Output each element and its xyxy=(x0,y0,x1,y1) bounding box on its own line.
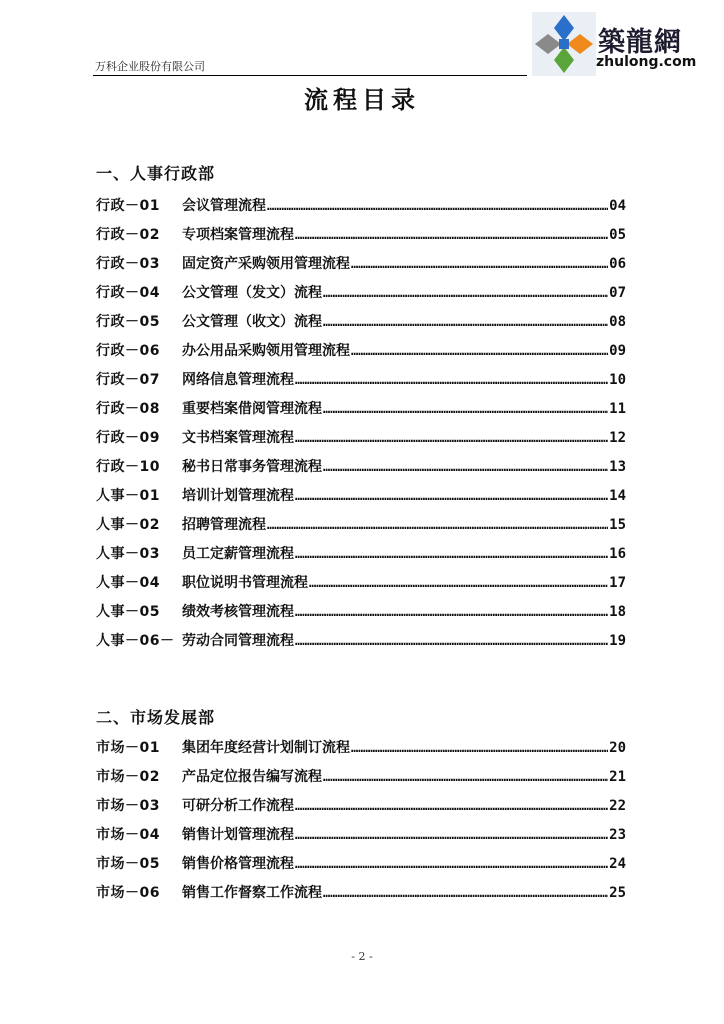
toc-entry[interactable] xyxy=(96,398,626,427)
page-number: - 2 - xyxy=(351,950,373,963)
toc-entry-code: 人事－05 xyxy=(96,604,160,620)
toc-leader-dots xyxy=(323,286,608,300)
toc-entry-title: 职位说明书管理流程 xyxy=(182,575,308,591)
toc-entry-page: 08 xyxy=(609,314,626,330)
toc-leader-dots xyxy=(295,799,608,813)
company-name: 万科企业股份有限公司 xyxy=(95,60,205,73)
toc-entry[interactable] xyxy=(96,795,626,824)
toc-entry-page: 19 xyxy=(609,633,626,649)
toc-entry[interactable] xyxy=(96,485,626,514)
section-heading-market: 二、市场发展部 xyxy=(96,708,216,727)
toc-entry[interactable] xyxy=(96,369,626,398)
toc-leader-dots xyxy=(351,741,608,755)
toc-leader-dots xyxy=(323,770,608,784)
toc-entry-page: 18 xyxy=(609,604,626,620)
toc-leader-dots xyxy=(309,576,608,590)
toc-entry-code: 市场－01 xyxy=(96,740,160,756)
toc-entry-code: 行政－03 xyxy=(96,256,160,272)
toc-entry-page: 12 xyxy=(609,430,626,446)
toc-entry-title: 销售工作督察工作流程 xyxy=(182,885,322,901)
toc-entry-code: 人事－03 xyxy=(96,546,160,562)
toc-leader-dots xyxy=(295,228,608,242)
page-title: 流程目录 xyxy=(304,85,420,114)
toc-leader-dots xyxy=(295,431,608,445)
toc-entry[interactable] xyxy=(96,311,626,340)
toc-entry-title: 集团年度经营计划制订流程 xyxy=(182,740,350,756)
toc-entry-title: 劳动合同管理流程 xyxy=(182,633,294,649)
toc-entry[interactable] xyxy=(96,340,626,369)
toc-entry-code: 行政－06 xyxy=(96,343,160,359)
toc-entry-page: 05 xyxy=(609,227,626,243)
logo-title: 築龍網 xyxy=(598,27,682,58)
toc-entry-title: 招聘管理流程 xyxy=(182,517,266,533)
toc-entry-title: 会议管理流程 xyxy=(182,198,266,214)
toc-entry-code: 行政－09 xyxy=(96,430,160,446)
toc-entry-page: 13 xyxy=(609,459,626,475)
zhulong-logo xyxy=(532,12,722,76)
toc-entry[interactable] xyxy=(96,253,626,282)
toc-leader-dots xyxy=(295,634,608,648)
toc-entry-title: 产品定位报告编写流程 xyxy=(182,769,322,785)
toc-entry-code: 行政－05 xyxy=(96,314,160,330)
toc-entry-page: 23 xyxy=(609,827,626,843)
toc-leader-dots xyxy=(323,460,608,474)
toc-entry[interactable] xyxy=(96,824,626,853)
toc-entry-code: 行政－08 xyxy=(96,401,160,417)
toc-entry-title: 员工定薪管理流程 xyxy=(182,546,294,562)
toc-entry-title: 绩效考核管理流程 xyxy=(182,604,294,620)
toc-entry-code: 行政－01 xyxy=(96,198,160,214)
toc-list-hr-admin xyxy=(96,195,626,659)
toc-entry[interactable] xyxy=(96,572,626,601)
toc-entry-code: 人事－06－ xyxy=(96,633,175,649)
toc-leader-dots xyxy=(295,857,608,871)
toc-entry[interactable] xyxy=(96,427,626,456)
toc-leader-dots xyxy=(295,605,608,619)
toc-entry-title: 公文管理（发文）流程 xyxy=(182,285,322,301)
toc-entry-code: 人事－01 xyxy=(96,488,160,504)
toc-entry[interactable] xyxy=(96,456,626,485)
toc-leader-dots xyxy=(295,547,608,561)
toc-entry-page: 04 xyxy=(609,198,626,214)
toc-entry-code: 人事－02 xyxy=(96,517,160,533)
toc-entry-page: 17 xyxy=(609,575,626,591)
toc-leader-dots xyxy=(267,199,608,213)
toc-entry-title: 秘书日常事务管理流程 xyxy=(182,459,322,475)
toc-leader-dots xyxy=(351,257,608,271)
toc-entry-title: 销售价格管理流程 xyxy=(182,856,294,872)
toc-entry-page: 21 xyxy=(609,769,626,785)
toc-entry[interactable] xyxy=(96,882,626,911)
toc-leader-dots xyxy=(323,315,608,329)
toc-entry-code: 市场－02 xyxy=(96,769,160,785)
toc-list-market xyxy=(96,737,626,911)
toc-entry-title: 办公用品采购领用管理流程 xyxy=(182,343,350,359)
toc-leader-dots xyxy=(295,828,608,842)
toc-entry-page: 09 xyxy=(609,343,626,359)
toc-entry[interactable] xyxy=(96,543,626,572)
toc-entry-code: 行政－02 xyxy=(96,227,160,243)
toc-entry-title: 培训计划管理流程 xyxy=(182,488,294,504)
toc-entry[interactable] xyxy=(96,514,626,543)
toc-entry-code: 行政－04 xyxy=(96,285,160,301)
toc-entry-code: 行政－07 xyxy=(96,372,160,388)
toc-entry[interactable] xyxy=(96,737,626,766)
toc-entry-page: 14 xyxy=(609,488,626,504)
toc-entry-title: 销售计划管理流程 xyxy=(182,827,294,843)
toc-entry-title: 固定资产采购领用管理流程 xyxy=(182,256,350,272)
toc-entry[interactable] xyxy=(96,282,626,311)
toc-entry-page: 11 xyxy=(609,401,626,417)
toc-entry[interactable] xyxy=(96,630,626,659)
zhulong-logo-icon xyxy=(532,12,596,76)
toc-entry[interactable] xyxy=(96,766,626,795)
toc-leader-dots xyxy=(267,518,608,532)
toc-entry-code: 人事－04 xyxy=(96,575,160,591)
toc-entry-title: 专项档案管理流程 xyxy=(182,227,294,243)
toc-leader-dots xyxy=(351,344,608,358)
toc-entry-page: 15 xyxy=(609,517,626,533)
toc-leader-dots xyxy=(323,402,608,416)
toc-entry-code: 行政－10 xyxy=(96,459,160,475)
toc-entry-title: 网络信息管理流程 xyxy=(182,372,294,388)
toc-entry-page: 25 xyxy=(609,885,626,901)
toc-entry-title: 重要档案借阅管理流程 xyxy=(182,401,322,417)
toc-leader-dots xyxy=(295,489,608,503)
toc-entry-page: 24 xyxy=(609,856,626,872)
toc-entry[interactable] xyxy=(96,224,626,253)
toc-entry-page: 22 xyxy=(609,798,626,814)
toc-entry-code: 市场－05 xyxy=(96,856,160,872)
toc-entry-page: 07 xyxy=(609,285,626,301)
toc-entry-code: 市场－03 xyxy=(96,798,160,814)
logo-url: zhulong.com xyxy=(596,54,697,70)
toc-entry[interactable] xyxy=(96,601,626,630)
toc-entry-page: 06 xyxy=(609,256,626,272)
toc-entry-page: 20 xyxy=(609,740,626,756)
toc-entry-page: 16 xyxy=(609,546,626,562)
toc-entry[interactable] xyxy=(96,853,626,882)
toc-leader-dots xyxy=(323,886,608,900)
toc-entry-title: 文书档案管理流程 xyxy=(182,430,294,446)
toc-entry-code: 市场－06 xyxy=(96,885,160,901)
section-heading-hr-admin: 一、人事行政部 xyxy=(96,164,216,183)
toc-entry-code: 市场－04 xyxy=(96,827,160,843)
toc-leader-dots xyxy=(295,373,608,387)
toc-entry-page: 10 xyxy=(609,372,626,388)
toc-entry[interactable] xyxy=(96,195,626,224)
toc-entry-title: 可研分析工作流程 xyxy=(182,798,294,814)
toc-entry-title: 公文管理（收文）流程 xyxy=(182,314,322,330)
header-divider xyxy=(93,75,527,76)
